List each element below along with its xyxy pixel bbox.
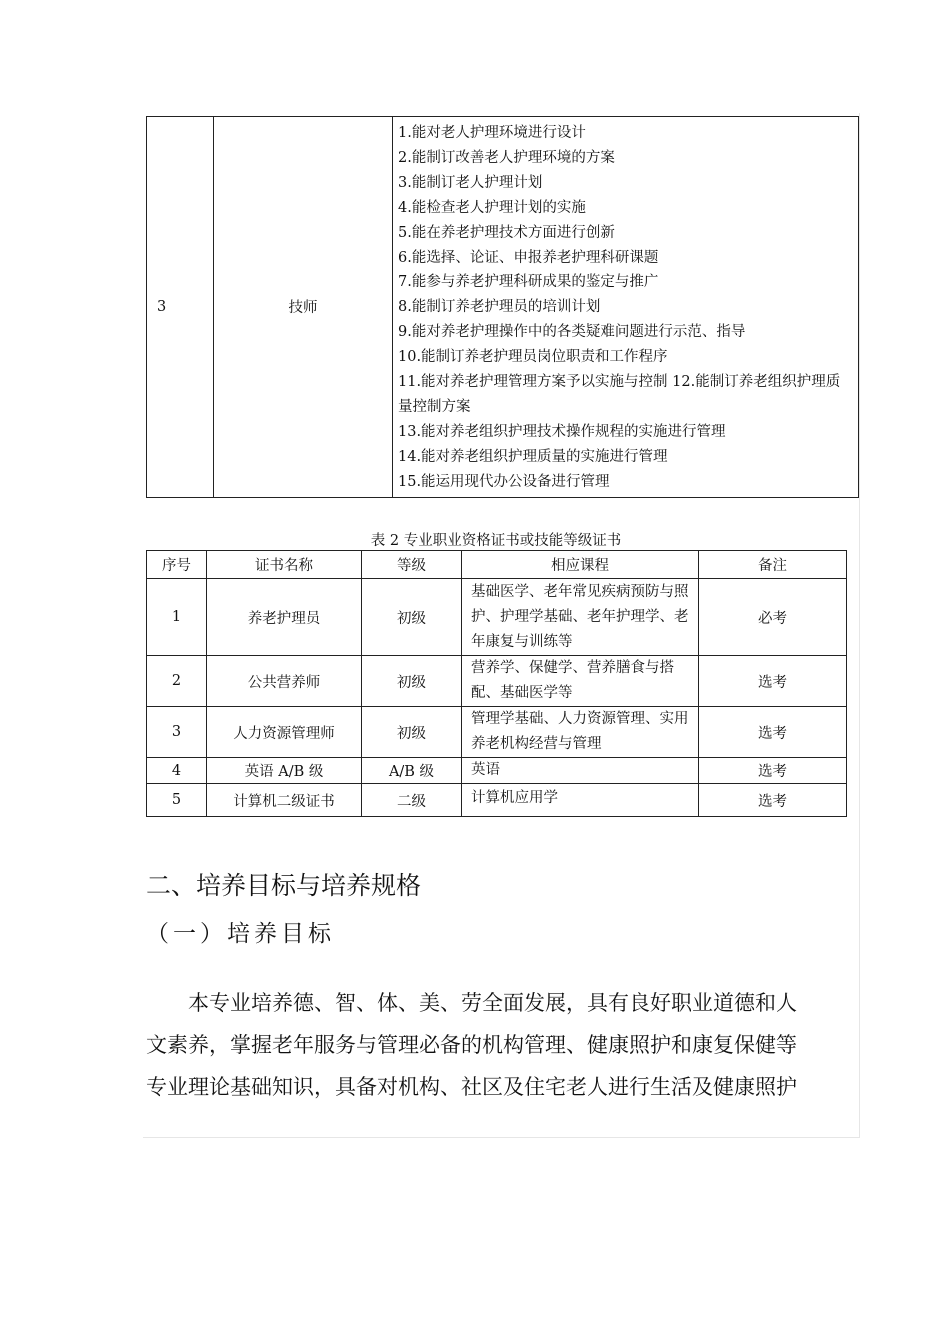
header-cert-name: 证书名称: [207, 551, 362, 579]
cell-note: 选考: [699, 758, 847, 784]
certificate-table: [146, 550, 847, 817]
requirements-cell: [393, 117, 859, 498]
table-row: [147, 784, 847, 817]
requirement-item: 6.能选择、论证、申报养老护理科研课题: [398, 249, 659, 266]
requirement-item: 14.能对养老组织护理质量的实施进行管理: [398, 448, 668, 465]
table-row: [147, 656, 847, 707]
cell-cert-name: 公共营养师: [207, 656, 362, 707]
requirement-item: 15.能运用现代办公设备进行管理: [398, 473, 610, 490]
cell-number: 2: [147, 656, 207, 707]
cell-courses: 营养学、保健学、营养膳食与搭配、基础医学等: [462, 656, 699, 707]
cell-courses: 英语: [462, 758, 699, 784]
table-header-row: [147, 551, 847, 579]
cell-number: 1: [147, 579, 207, 656]
cell-note: 选考: [699, 784, 847, 817]
header-courses: 相应课程: [462, 551, 699, 579]
table-row: [147, 707, 847, 758]
cell-cert-name: 计算机二级证书: [207, 784, 362, 817]
requirement-item: 3.能制订老人护理计划: [398, 174, 543, 191]
paragraph-line: 文素养，掌握老年服务与管理必备的机构管理、健康照护和康复保健等: [146, 1033, 797, 1057]
table-caption: 表 2 专业职业资格证书或技能等级证书: [370, 533, 622, 549]
requirement-item: 2.能制订改善老人护理环境的方案: [398, 149, 615, 166]
requirement-item: 10.能制订养老护理员岗位职责和工作程序: [398, 349, 668, 366]
requirement-item: 8.能制订养老护理员的培训计划: [398, 299, 601, 316]
cell-level: 二级: [362, 784, 462, 817]
table-row: [147, 579, 847, 656]
cell-number: 5: [147, 784, 207, 817]
requirement-item: 11.能对养老护理管理方案予以实施与控制 12.能制订养老组织护理质量控制方案: [398, 374, 841, 415]
table-row: [147, 117, 859, 498]
cell-note: 必考: [699, 579, 847, 656]
cell-courses: 计算机应用学: [462, 784, 699, 817]
table-row: [147, 758, 847, 784]
paragraph-line: 本专业培养德、智、体、美、劳全面发展，具有良好职业道德和人: [146, 991, 797, 1015]
requirement-item: 1.能对老人护理环境进行设计: [398, 125, 586, 141]
cell-level: 初级: [362, 579, 462, 656]
cell-number: 3: [147, 707, 207, 758]
cell-courses: 基础医学、老年常见疾病预防与照护、护理学基础、老年护理学、老年康复与训练等: [462, 579, 699, 656]
header-note: 备注: [699, 551, 847, 579]
cell-courses: 管理学基础、人力资源管理、实用养老机构经营与管理: [462, 707, 699, 758]
cell-note: 选考: [699, 656, 847, 707]
requirement-item: 4.能检查老人护理计划的实施: [398, 199, 586, 216]
cell-cert-name: 英语 A/B 级: [207, 758, 362, 784]
requirement-item: 9.能对养老护理操作中的各类疑难问题进行示范、指导: [398, 324, 746, 341]
body-paragraph: [146, 982, 846, 1108]
header-number: 序号: [147, 551, 207, 579]
cell-cert-name: 养老护理员: [207, 579, 362, 656]
cell-level: 初级: [362, 656, 462, 707]
paragraph-line: 专业理论基础知识，具备对机构、社区及住宅老人进行生活及健康照护: [146, 1075, 797, 1099]
cell-number: 4: [147, 758, 207, 784]
cell-cert-name: 人力资源管理师: [207, 707, 362, 758]
cell-note: 选考: [699, 707, 847, 758]
row-number: 3: [147, 117, 214, 498]
requirement-item: 7.能参与养老护理科研成果的鉴定与推广: [398, 274, 659, 291]
cell-level: 初级: [362, 707, 462, 758]
header-level: 等级: [362, 551, 462, 579]
skills-requirements-table: [146, 116, 859, 498]
requirement-item: 5.能在养老护理技术方面进行创新: [398, 224, 615, 241]
requirement-item: 13.能对养老组织护理技术操作规程的实施进行管理: [398, 423, 726, 440]
section-heading: 二、培养目标与培养规格: [146, 871, 422, 900]
cell-level: A/B 级: [362, 758, 462, 784]
subsection-heading: （一）培养目标: [146, 921, 335, 947]
skill-level: 技师: [214, 117, 393, 498]
